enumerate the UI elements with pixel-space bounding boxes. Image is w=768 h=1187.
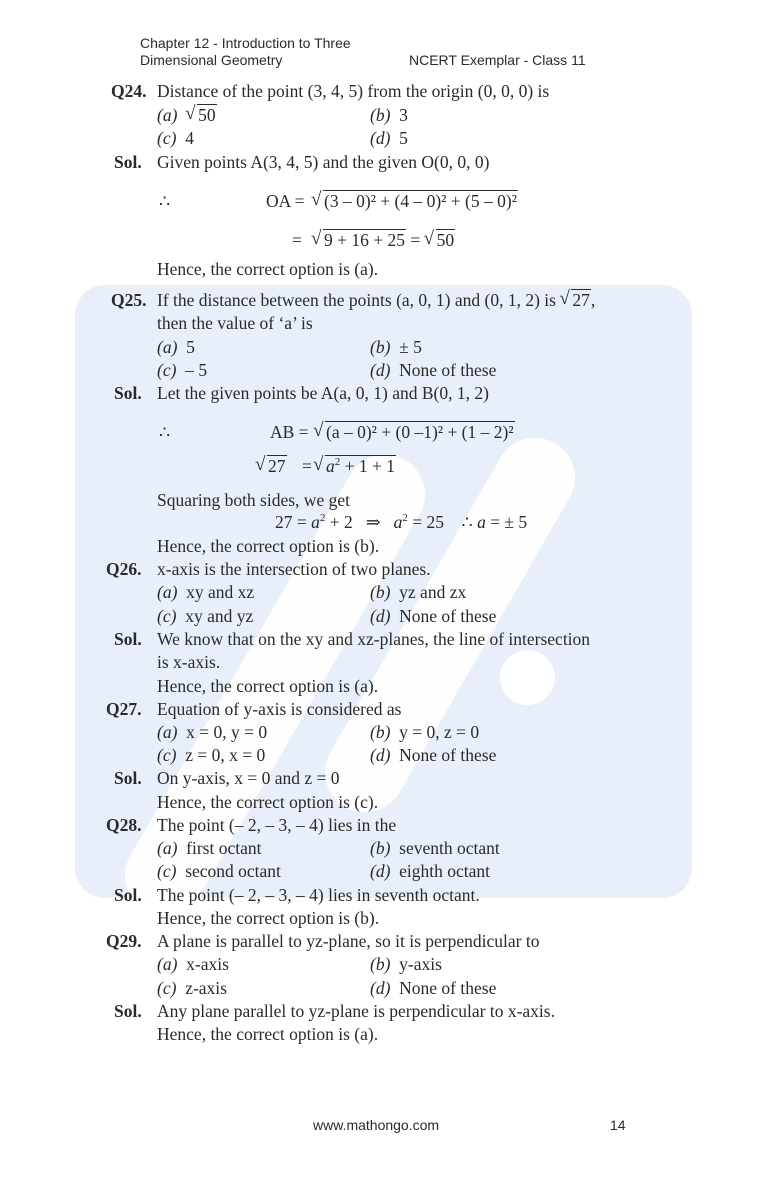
chapter-title-line2: Dimensional Geometry [140, 52, 283, 68]
solution-label: Sol. [114, 885, 142, 905]
option-d: (d) 5 [370, 128, 408, 148]
therefore-icon: ∴ [159, 422, 171, 442]
sqrt-icon: √ (a – 0)² + (0 –1)² + (1 – 2)² [314, 421, 515, 443]
question-number: Q27. [106, 699, 142, 719]
option-c: (c) z-axis [157, 978, 227, 998]
question-text: x-axis is the intersection of two planes. [157, 559, 431, 579]
therefore-icon: ∴ [159, 191, 171, 211]
sqrt-icon: √ 9 + 16 + 25 [312, 229, 406, 251]
sqrt-icon: √ 27 [560, 289, 591, 311]
solution-label: Sol. [114, 768, 142, 788]
option-d: (d) None of these [370, 360, 497, 380]
option-a: (a) first octant [157, 838, 262, 858]
option-a: (a) x-axis [157, 954, 229, 974]
option-b: (b) y-axis [370, 954, 442, 974]
question-number: Q25. [111, 290, 147, 310]
equation-lhs: OA = [266, 191, 305, 211]
equation-rhs [314, 421, 515, 443]
question-text: If the distance between the points (a, 0, 1) and (0, 1, 2) is √ 27, [157, 289, 595, 311]
option-b: (b) yz and zx [370, 582, 467, 602]
equation-step: $27 = a^2 + 2$ ⇒ $a^2 = 25$ ∴ a = ± 5 [275, 512, 528, 532]
sqrt-icon: √ $a^2 + 1 + 1$ [314, 455, 396, 477]
option-c: (c) z = 0, x = 0 [157, 745, 266, 765]
equals-sign: = [302, 456, 312, 476]
solution-answer: Hence, the correct option is (a). [157, 1024, 379, 1044]
equation-lhs: AB = [270, 422, 309, 442]
option-c: (c) xy and yz [157, 606, 254, 626]
chapter-title-line1: Chapter 12 - Introduction to Three [140, 35, 351, 51]
option-d: (d) None of these [370, 606, 497, 626]
option-b: (b) y = 0, z = 0 [370, 722, 480, 742]
equation-rhs [312, 190, 518, 212]
question-number: Q26. [106, 559, 142, 579]
option-b: (b) ± 5 [370, 337, 422, 357]
question-text: Distance of the point (3, 4, 5) from the origin (0, 0, 0) is [157, 81, 550, 101]
question-text: Equation of y-axis is considered as [157, 699, 402, 719]
solution-answer: Hence, the correct option is (a). [157, 676, 379, 696]
book-title: NCERT Exemplar - Class 11 [409, 52, 586, 68]
question-number: Q28. [106, 815, 142, 835]
sqrt-icon: √ 50 [425, 229, 456, 251]
solution-text: Any plane parallel to yz-plane is perpendicular to x-axis. [157, 1001, 555, 1021]
option-d: (d) None of these [370, 745, 497, 765]
solution-answer: Hence, the correct option is (b). [157, 536, 380, 556]
solution-text: is x-axis. [157, 652, 221, 672]
option-d: (d) None of these [370, 978, 497, 998]
question-text: A plane is parallel to yz-plane, so it is perpendicular to [157, 931, 540, 951]
sqrt-icon: √ (3 – 0)² + (4 – 0)² + (5 – 0)² [312, 190, 518, 212]
solution-text: The point (– 2, – 3, – 4) lies in seventh octant. [157, 885, 480, 905]
solution-answer: Hence, the correct option is (c). [157, 792, 379, 812]
question-text-line2: then the value of ‘a’ is [157, 313, 313, 333]
page-number: 14 [610, 1117, 626, 1133]
option-a: (a) √ 50 [157, 104, 217, 126]
solution-text: Given points A(3, 4, 5) and the given O(0, 0, 0) [157, 152, 490, 172]
option-a: (a) 5 [157, 337, 195, 357]
equals-sign: = [292, 230, 302, 250]
option-a: (a) xy and xz [157, 582, 255, 602]
solution-label: Sol. [114, 1001, 142, 1021]
solution-text: We know that on the xy and xz-planes, the line of intersection [157, 629, 591, 649]
question-number: Q24. [111, 81, 147, 101]
solution-label: Sol. [114, 152, 142, 172]
option-d: (d) eighth octant [370, 861, 491, 881]
option-c: (c) second octant [157, 861, 281, 881]
option-b: (b) seventh octant [370, 838, 500, 858]
option-c: (c) 4 [157, 128, 194, 148]
solution-text: On y-axis, x = 0 and z = 0 [157, 768, 340, 788]
solution-answer: Hence, the correct option is (b). [157, 908, 380, 928]
option-a: (a) x = 0, y = 0 [157, 722, 268, 742]
equation-lhs [256, 455, 287, 477]
website-link[interactable]: www.mathongo.com [313, 1117, 440, 1133]
question-text: The point (– 2, – 3, – 4) lies in the [157, 815, 397, 835]
sqrt-icon: √ 50 [186, 104, 217, 126]
solution-text: Let the given points be A(a, 0, 1) and B(0, 1, 2) [157, 383, 489, 403]
solution-answer: Hence, the correct option is (a). [157, 259, 379, 279]
option-c: (c) – 5 [157, 360, 208, 380]
sqrt-icon: √ 27 [256, 455, 287, 477]
solution-text: Squaring both sides, we get [157, 490, 350, 510]
equation-rhs [314, 455, 396, 477]
solution-label: Sol. [114, 629, 142, 649]
question-number: Q29. [106, 931, 142, 951]
equation-step: √ 9 + 16 + 25 = √ 50 [312, 229, 455, 251]
solution-label: Sol. [114, 383, 142, 403]
option-b: (b) 3 [370, 105, 408, 125]
